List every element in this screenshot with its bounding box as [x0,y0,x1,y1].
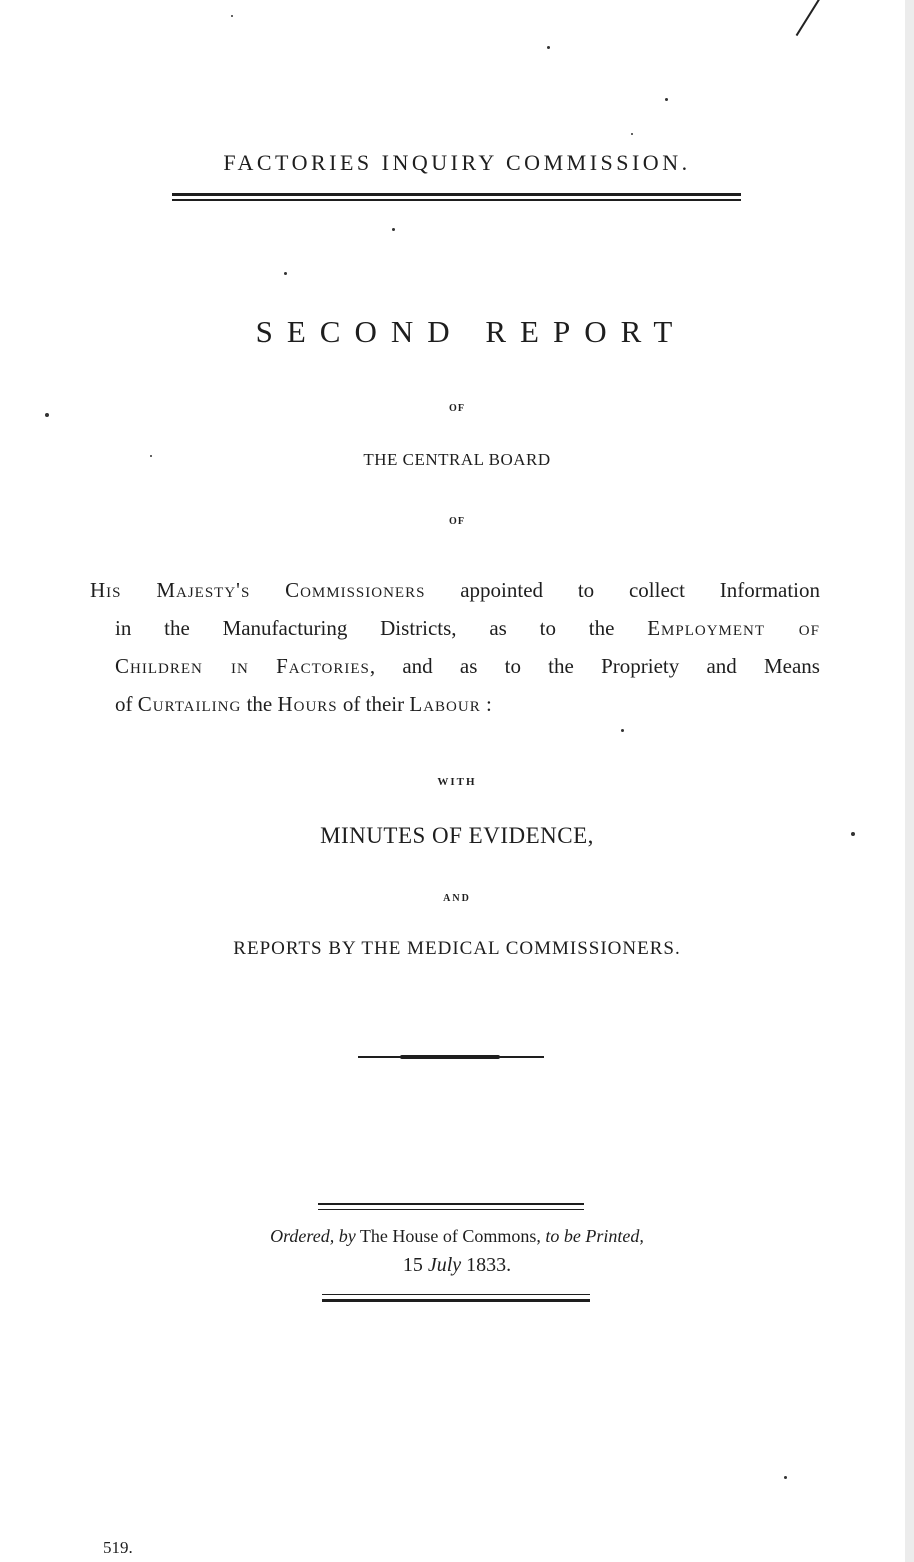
description-line [90,609,820,647]
hours-word: Hours [277,692,338,716]
order-date [0,1254,914,1277]
speck [631,133,633,135]
his-word: His [90,578,122,602]
ordered-by: Ordered, by [270,1226,356,1246]
commission-description [90,571,820,723]
line-text: appointed to collect Information [425,578,821,602]
date-month: July [427,1254,462,1276]
commission-heading: FACTORIES INQUIRY COMMISSION. [223,150,691,175]
order-rule-top [318,1203,584,1205]
to-be-printed: to be Printed, [545,1226,644,1246]
heading-rule-thin [172,199,741,201]
colon: : [480,692,492,716]
speck [784,1476,787,1479]
of-label: OF [449,516,465,527]
speck [547,46,550,49]
ornamental-rule-swell [400,1055,500,1059]
employment-of-words: Employment of [647,616,820,640]
medical-reports-heading: REPORTS BY THE MEDICAL COMMISSIONERS. [233,938,681,959]
speck [231,15,233,17]
and-label: AND [443,893,471,904]
central-board-heading: THE CENTRAL BOARD [363,450,551,469]
date-year: 1833. [461,1254,512,1276]
date-day: 15 [402,1254,428,1276]
factories-word: Factories [276,654,370,678]
line-text: of [115,692,138,716]
page-number: 519. [103,1538,133,1557]
description-line [90,647,820,685]
of-label: OF [449,403,465,414]
speck [392,228,395,231]
order-rule-bottom [322,1294,590,1295]
commissioners-word: Commissioners [285,578,426,602]
children-in-words: Children in [115,654,249,678]
description-line [90,685,820,723]
curtailing-word: Curtailing [137,692,242,716]
order-line [0,1226,914,1247]
line-text: of their [337,692,410,716]
report-title: SECOND REPORT [255,314,687,349]
line-text: , and as to the Propriety and Means [369,654,820,678]
speck [665,98,668,101]
house-of-commons: The House of Commons, [355,1226,546,1246]
minutes-heading: MINUTES OF EVIDENCE, [320,823,594,848]
line-text: the [241,692,278,716]
order-rule-bottom-thick [322,1299,590,1302]
description-line [90,571,820,609]
line-text: in the Manufacturing Districts, as to the [115,616,648,640]
with-label: WITH [437,776,477,788]
majesty-word: Majesty's [156,578,251,602]
heading-rule-thick [172,193,741,196]
pencil-mark [796,0,822,36]
speck [621,729,624,732]
labour-word: Labour [409,692,481,716]
speck [284,272,287,275]
order-rule-top-thin [318,1209,584,1210]
